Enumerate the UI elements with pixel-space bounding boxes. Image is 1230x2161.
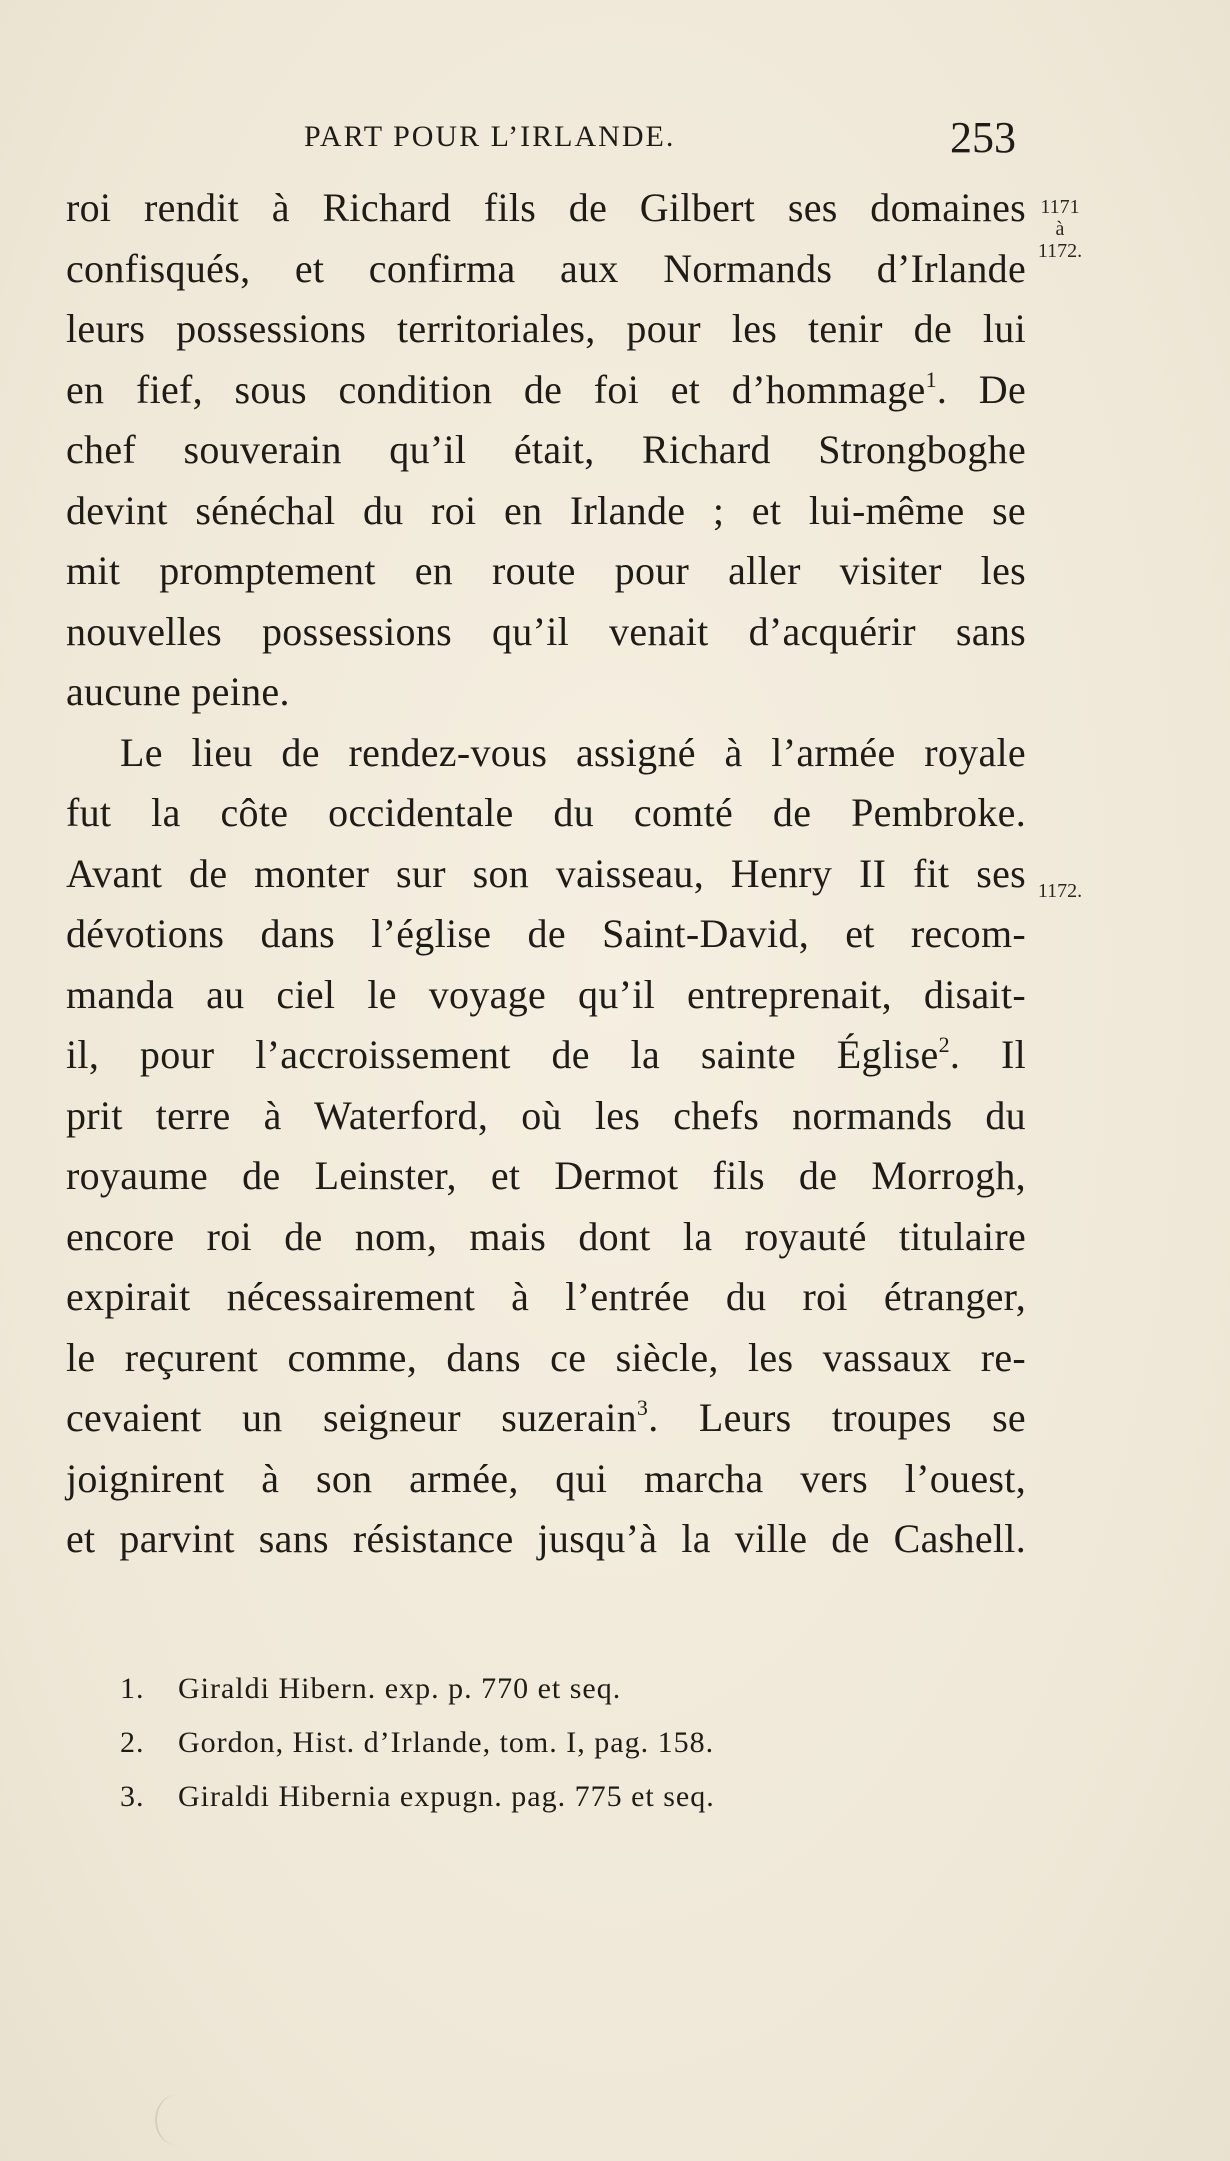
text-line <box>66 1388 1026 1449</box>
text-line <box>66 1025 1026 1086</box>
text-line: fut la côte occidentale du comté de Pembroke. <box>66 790 1026 835</box>
footnote-mark: 2 <box>938 1032 950 1057</box>
text-segment: il, pour l’accroissement de la sainte Église <box>66 1032 939 1077</box>
footnote-mark: 1 <box>925 366 937 392</box>
footnote-number: 1. <box>120 1672 145 1705</box>
footnote <box>120 1716 1020 1770</box>
text-line: Le lieu de rendez-vous assigné à l’armée royale <box>120 729 1026 775</box>
footnote-text: Giraldi Hibern. exp. p. 770 et seq. <box>178 1672 622 1705</box>
text-line: dévotions dans l’église de Saint-David, et recom- <box>66 911 1026 956</box>
text-segment: . De <box>936 366 1027 412</box>
text-line: aucune peine. <box>66 669 290 714</box>
text-segment: . Leurs troupes se <box>648 1395 1026 1440</box>
footnotes <box>120 1662 1020 1824</box>
text-line <box>66 360 1026 421</box>
running-head: PART POUR L’IRLANDE. <box>304 120 676 153</box>
margin-note-year: 1172. <box>1037 880 1083 902</box>
page-header <box>66 112 1016 162</box>
text-line: le reçurent comme, dans ce siècle, les vassaux re- <box>66 1334 1026 1380</box>
footnote <box>120 1770 1020 1824</box>
text-line: mit promptement en route pour aller visiter les <box>66 548 1026 593</box>
text-segment: . Il <box>949 1032 1026 1077</box>
text-line: devint sénéchal du roi en Irlande ; et lui-même se <box>66 487 1026 533</box>
text-line: roi rendit à Richard fils de Gilbert ses domaines <box>66 185 1026 230</box>
text-line: encore roi de nom, mais dont la royauté titulaire <box>66 1213 1026 1259</box>
text-line: prit terre à Waterford, où les chefs normands du <box>66 1092 1026 1138</box>
footnote <box>120 1662 1020 1716</box>
margin-note-end-year: 1172. <box>1037 240 1083 262</box>
text-line: leurs possessions territoriales, pour les tenir de lui <box>66 306 1026 351</box>
text-segment: en fief, sous condition de foi et d’hommage <box>66 366 926 412</box>
text-line: confisqués, et confirma aux Normands d’Irlande <box>66 245 1026 291</box>
text-segment: cevaient un seigneur suzerain <box>66 1395 637 1440</box>
paper-mark <box>155 2095 197 2145</box>
text-line: et parvint sans résistance jusqu’à la ville de Cashell. <box>66 1516 1026 1561</box>
page-number: 253 <box>950 113 1016 162</box>
footnote-number: 2. <box>120 1726 145 1759</box>
footnote-mark: 3 <box>636 1395 649 1420</box>
footnote-text: Giraldi Hibernia expugn. pag. 775 et seq. <box>178 1780 715 1813</box>
footnote-number: 3. <box>120 1780 145 1813</box>
margin-note-separator: à <box>1055 218 1065 240</box>
text-line: expirait nécessairement à l’entrée du roi étranger, <box>66 1274 1026 1319</box>
text-line: royaume de Leinster, et Dermot fils de Morrogh, <box>66 1153 1026 1198</box>
text-line: chef souverain qu’il était, Richard Strongboghe <box>66 427 1026 472</box>
footnote-text: Gordon, Hist. d’Irlande, tom. I, pag. 158. <box>178 1726 715 1759</box>
body-text <box>66 178 1026 1570</box>
text-line: joignirent à son armée, qui marcha vers l’ouest, <box>66 1455 1026 1501</box>
margin-note-start-year: 1171 <box>1040 196 1080 218</box>
margin-note-year-range <box>1020 196 1100 262</box>
text-line: nouvelles possessions qu’il venait d’acquérir sans <box>66 608 1026 654</box>
text-line: manda au ciel le voyage qu’il entreprenait, disait- <box>66 971 1026 1017</box>
text-line: Avant de monter sur son vaisseau, Henry II fit ses <box>66 850 1026 896</box>
